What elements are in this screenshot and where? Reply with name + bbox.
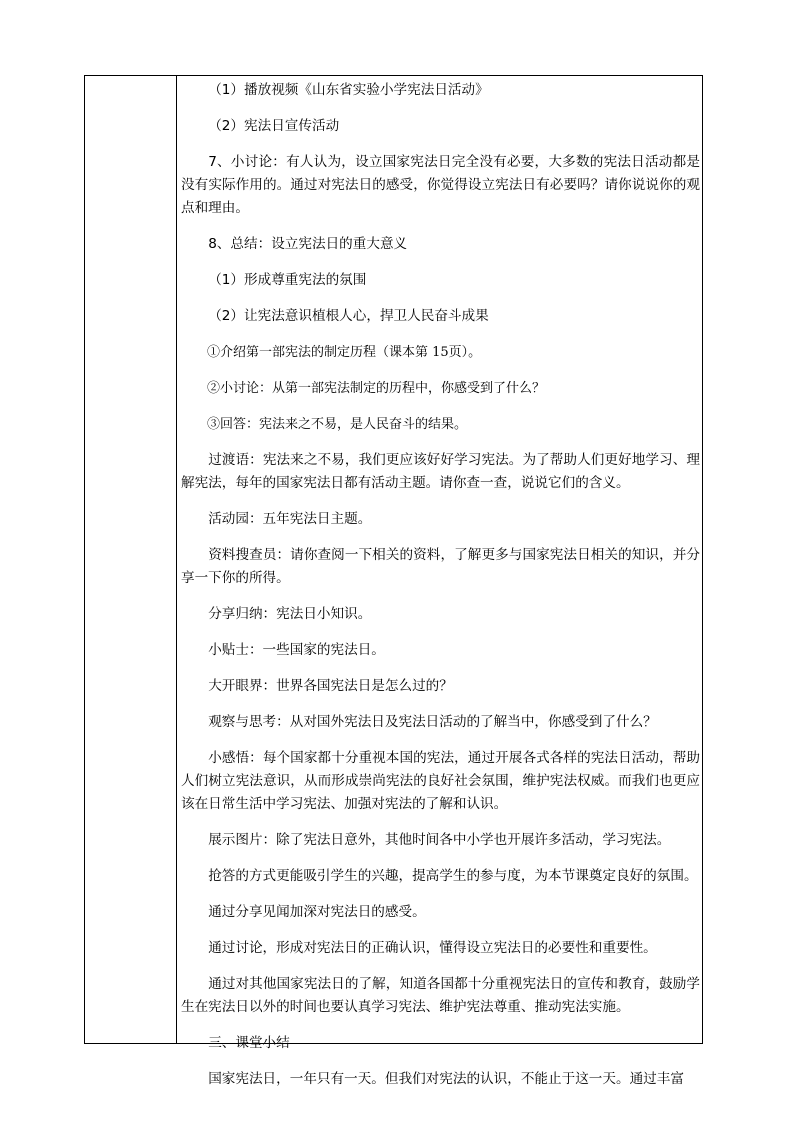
paragraph-tips: 小贴士：一些国家的宪法日。 — [208, 642, 385, 658]
paragraph-research: 资料搜查员：请你查阅一下相关的资料，了解更多与国家宪法日相关的知识，并分享一下你的所得。 — [181, 547, 700, 586]
paragraph-awareness: （2）让宪法意识植根人心，捍卫人民奋斗成果 — [208, 308, 489, 324]
paragraph-transition: 过渡语：宪法来之不易，我们更应该好好学习宪法。为了帮助人们更好地学习、理解宪法，每年的国家宪法日都有活动主题。请你查一查，说说它们的含义。 — [181, 452, 700, 491]
paragraph-closing: 国家宪法日，一年只有一天。但我们对宪法的认识，不能止于这一天。通过丰富 — [208, 1071, 684, 1087]
paragraph-video: （1）播放视频《山东省实验小学宪法日活动》 — [208, 82, 489, 98]
paragraph-world: 大开眼界：世界各国宪法日是怎么过的？ — [208, 678, 453, 694]
paragraph-discussion-note: 通过讨论，形成对宪法日的正确认识，懂得设立宪法日的必要性和重要性。 — [208, 940, 657, 956]
paragraph-insight: 小感悟：每个国家都十分重视本国的宪法，通过开展各式各样的宪法日活动，帮助人们树立宪法意识，从而形成崇尚宪法的良好社会氛围，维护宪法权威。而我们也更应该在日常生活中学习宪法、加强对宪法的了解和认识。 — [181, 750, 700, 812]
content-cell — [177, 76, 702, 1087]
paragraph-discussion-7: 7、小讨论：有人认为，设立国家宪法日完全没有必要，大多数的宪法日活动都是没有实际作用的。通过对宪法日的感受，你觉得设立宪法日有必要吗？请你说说你的观点和理由。 — [181, 154, 700, 216]
paragraph-atmosphere: （1）形成尊重宪法的氛围 — [208, 272, 367, 288]
paragraph-pictures: 展示图片：除了宪法日意外，其他时间各中小学也开展许多活动，学习宪法。 — [208, 832, 671, 848]
paragraph-history-intro: ①介绍第一部宪法的制定历程（课本第 15页）。 — [207, 345, 482, 360]
paragraph-activity: 活动园：五年宪法日主题。 — [208, 511, 372, 527]
paragraph-history-discussion: ②小讨论：从第一部宪法制定的历程中，你感受到了什么？ — [207, 381, 546, 396]
lesson-plan-table — [84, 75, 703, 1087]
paragraph-share-note: 通过分享见闻加深对宪法日的感受。 — [208, 904, 426, 920]
section-heading-summary: 三、课堂小结 — [208, 1035, 290, 1051]
paragraph-promotion: （2）宪法日宣传活动 — [208, 118, 340, 134]
paragraph-history-answer: ③回答：宪法来之不易，是人民奋斗的结果。 — [207, 417, 468, 432]
paragraph-summary-8: 8、总结：设立宪法日的重大意义 — [208, 236, 408, 252]
paragraph-observe: 观察与思考：从对国外宪法日及宪法日活动的了解当中，你感受到了什么？ — [208, 714, 657, 730]
paragraph-other-countries-note: 通过对其他国家宪法日的了解，知道各国都十分重视宪法日的宣传和教育，鼓励学生在宪法日以外的时间也要认真学习宪法、维护宪法尊重、推动宪法实施。 — [181, 976, 700, 1015]
paragraph-quiz-note: 抢答的方式更能吸引学生的兴趣，提高学生的参与度，为本节课奠定良好的氛围。 — [208, 868, 698, 884]
paragraph-share: 分享归纳：宪法日小知识。 — [208, 606, 372, 622]
